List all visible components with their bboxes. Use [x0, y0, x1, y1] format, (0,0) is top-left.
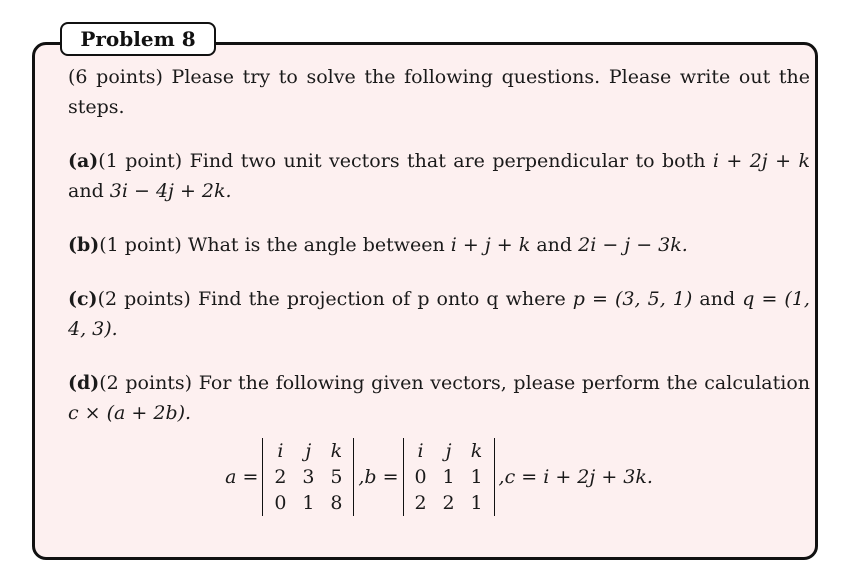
part-d-expr: c × (a + 2b). — [68, 402, 192, 424]
matrix-a-name: a = — [225, 466, 259, 488]
matrix-cell: 8 — [330, 492, 343, 514]
matrix-b — [403, 438, 495, 516]
matrix-cell: 5 — [330, 466, 343, 488]
part-b-points: (1 point) — [99, 234, 182, 256]
part-a-expr2: 3i − 4j + 2k. — [109, 180, 232, 202]
part-a-points: (1 point) — [98, 150, 183, 172]
matrix-cell: j — [445, 440, 452, 462]
part-a-label: (a) — [68, 150, 99, 172]
part-b — [68, 230, 810, 260]
part-c-expr2: q = (1, 4, 3). — [68, 288, 810, 340]
matrix-cell: i — [417, 440, 424, 462]
part-d-label: (d) — [68, 372, 100, 394]
part-b-label: (b) — [68, 234, 100, 256]
matrix-cell: 1 — [470, 492, 483, 514]
matrix-cell: 2 — [442, 492, 455, 514]
matrix-cell: i — [277, 440, 284, 462]
matrix-cell: 2 — [274, 466, 287, 488]
part-c-text: Find the projection of p onto q where — [197, 288, 566, 310]
matrix-cell: 1 — [302, 492, 315, 514]
part-b-expr1: i + j + k — [450, 234, 531, 256]
matrix-cell: 1 — [442, 466, 455, 488]
part-b-and: and — [536, 234, 573, 256]
intro-text: (6 points) Please try to solve the following questions. Please write out the steps. — [68, 66, 810, 118]
part-a — [68, 146, 810, 206]
part-a-text: Find two unit vectors that are perpendicular to both — [189, 150, 706, 172]
part-d — [68, 368, 810, 428]
part-b-expr2: 2i − j − 3k. — [578, 234, 688, 256]
matrix-cell: k — [330, 440, 343, 462]
matrix-cell: 3 — [302, 466, 315, 488]
part-a-expr1: i + 2j + k — [712, 150, 810, 172]
part-c-expr1: p = (3, 5, 1) — [572, 288, 693, 310]
matrix-cell: j — [305, 440, 312, 462]
problem-content — [68, 62, 810, 516]
part-c-and: and — [699, 288, 736, 310]
matrix-cell: 1 — [470, 466, 483, 488]
part-b-text: What is the angle between — [187, 234, 445, 256]
matrix-cell: 0 — [274, 492, 287, 514]
matrix-b-name: ,b = — [358, 466, 399, 488]
matrix-cell: 2 — [414, 492, 427, 514]
part-d-text: For the following given vectors, please perform the calculation — [198, 372, 810, 394]
vector-c-definition: ,c = i + 2j + 3k. — [498, 466, 653, 488]
part-c-points: (2 points) — [97, 288, 191, 310]
matrix-cell: k — [470, 440, 483, 462]
part-c-label: (c) — [68, 288, 98, 310]
matrix-cell: 0 — [414, 466, 427, 488]
matrix-a — [262, 438, 354, 516]
part-a-and: and — [68, 180, 104, 202]
part-c — [68, 284, 810, 344]
problem-title: Problem 8 — [60, 22, 216, 56]
matrix-definitions — [68, 438, 810, 516]
part-d-points: (2 points) — [99, 372, 193, 394]
